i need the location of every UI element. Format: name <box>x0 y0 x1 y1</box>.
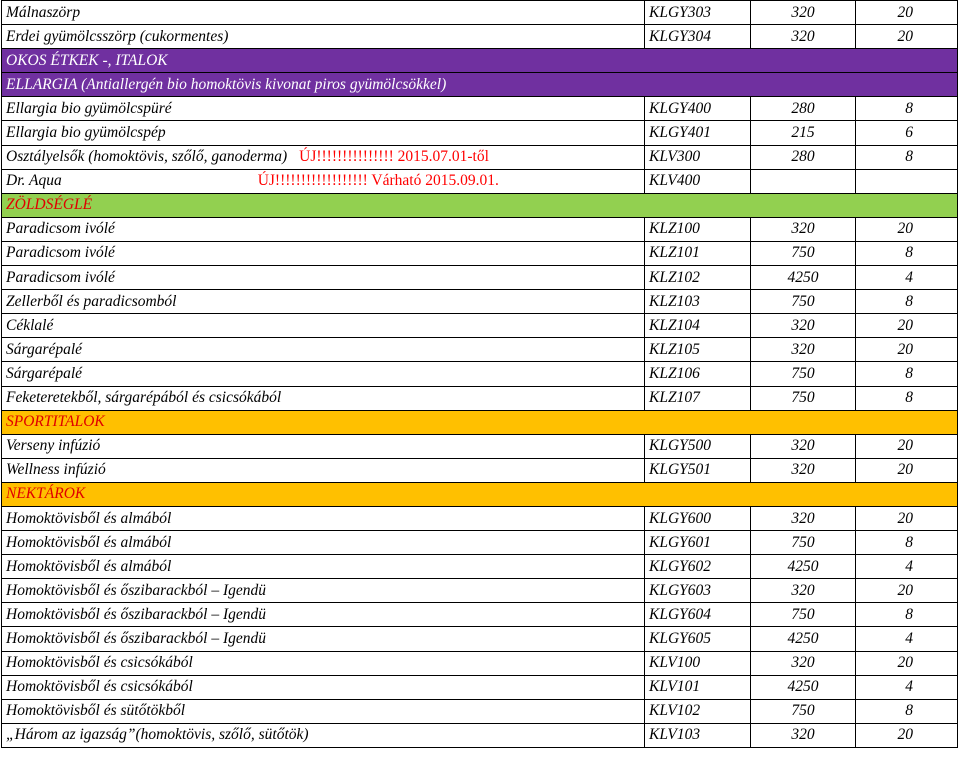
product-name: Zellerből és paradicsomból <box>2 290 645 314</box>
product-quantity: 280 <box>751 145 856 169</box>
product-name: Homoktövisből és sütőtökből <box>2 699 645 723</box>
table-row <box>2 675 958 699</box>
new-product-note: ÚJ!!!!!!!!!!!!!!! 2015.07.01-től <box>299 148 489 166</box>
product-code: KLGY604 <box>645 603 751 627</box>
product-name: Sárgarépalé <box>2 338 645 362</box>
table-row <box>2 506 958 530</box>
product-code: KLGY603 <box>645 579 751 603</box>
section-header-row <box>2 482 958 506</box>
product-name: Verseny infúzió <box>2 434 645 458</box>
table-row <box>2 699 958 723</box>
product-pack: 20 <box>856 651 958 675</box>
section-header: SPORTITALOK <box>2 410 958 434</box>
product-code: KLGY303 <box>645 1 751 25</box>
product-code: KLZ105 <box>645 338 751 362</box>
section-header: NEKTÁROK <box>2 482 958 506</box>
table-row <box>2 458 958 482</box>
table-row <box>2 627 958 651</box>
product-quantity: 750 <box>751 603 856 627</box>
price-list-body <box>2 1 958 748</box>
table-row <box>2 579 958 603</box>
product-code: KLV101 <box>645 675 751 699</box>
section-header: ELLARGIA (Antiallergén bio homoktövis kivonat piros gyümölcsökkel) <box>2 73 958 97</box>
table-row <box>2 290 958 314</box>
product-name: Ellargia bio gyümölcspüré <box>2 97 645 121</box>
product-quantity: 320 <box>751 314 856 338</box>
product-quantity: 320 <box>751 434 856 458</box>
product-quantity <box>751 169 856 193</box>
product-pack: 8 <box>856 241 958 265</box>
product-quantity: 320 <box>751 217 856 241</box>
product-quantity: 4250 <box>751 627 856 651</box>
table-row <box>2 266 958 290</box>
product-name: Paradicsom ivólé <box>2 217 645 241</box>
product-quantity: 750 <box>751 386 856 410</box>
product-quantity: 4250 <box>751 675 856 699</box>
product-name: Sárgarépalé <box>2 362 645 386</box>
product-name-cell <box>2 169 645 193</box>
product-name: Homoktövisből és almából <box>2 531 645 555</box>
product-pack: 20 <box>856 579 958 603</box>
product-code: KLZ107 <box>645 386 751 410</box>
product-name: Paradicsom ivólé <box>2 266 645 290</box>
product-code: KLV400 <box>645 169 751 193</box>
product-quantity: 215 <box>751 121 856 145</box>
product-pack: 8 <box>856 290 958 314</box>
table-row <box>2 145 958 169</box>
product-name: Homoktövisből és őszibarackból – Igendü <box>2 579 645 603</box>
product-pack: 8 <box>856 145 958 169</box>
table-row <box>2 434 958 458</box>
product-quantity: 320 <box>751 651 856 675</box>
product-pack: 8 <box>856 531 958 555</box>
product-code: KLZ104 <box>645 314 751 338</box>
product-pack: 20 <box>856 458 958 482</box>
product-quantity: 320 <box>751 458 856 482</box>
product-name: Homoktövisből és csicsókából <box>2 651 645 675</box>
product-name: Osztályelsők (homoktövis, szőlő, ganoderma) <box>6 148 288 166</box>
table-row <box>2 217 958 241</box>
product-pack: 20 <box>856 506 958 530</box>
section-header-row <box>2 49 958 73</box>
product-pack: 20 <box>856 338 958 362</box>
product-name: Dr. Aqua <box>6 172 62 190</box>
product-name: „Három az igazság”(homoktövis, szőlő, sütőtök) <box>2 723 645 747</box>
product-pack: 8 <box>856 97 958 121</box>
product-name: Homoktövisből és almából <box>2 506 645 530</box>
product-name: Feketeretekből, sárgarépából és csicsókából <box>2 386 645 410</box>
product-quantity: 320 <box>751 506 856 530</box>
table-row <box>2 531 958 555</box>
product-code: KLZ100 <box>645 217 751 241</box>
section-header: OKOS ÉTKEK -, ITALOK <box>2 49 958 73</box>
product-name: Ellargia bio gyümölcspép <box>2 121 645 145</box>
product-pack: 4 <box>856 266 958 290</box>
product-pack: 20 <box>856 723 958 747</box>
table-row <box>2 241 958 265</box>
product-name: Erdei gyümölcsszörp (cukormentes) <box>2 25 645 49</box>
product-code: KLGY500 <box>645 434 751 458</box>
section-header-row <box>2 410 958 434</box>
table-row <box>2 169 958 193</box>
table-row <box>2 338 958 362</box>
product-code: KLGY304 <box>645 25 751 49</box>
product-pack: 20 <box>856 217 958 241</box>
product-code: KLV300 <box>645 145 751 169</box>
product-quantity: 750 <box>751 290 856 314</box>
price-list-table <box>1 0 958 748</box>
product-code: KLGY605 <box>645 627 751 651</box>
table-row <box>2 603 958 627</box>
product-code: KLZ103 <box>645 290 751 314</box>
table-row <box>2 723 958 747</box>
product-name: Céklalé <box>2 314 645 338</box>
product-code: KLGY601 <box>645 531 751 555</box>
product-pack: 20 <box>856 434 958 458</box>
product-name: Homoktövisből és őszibarackból – Igendü <box>2 603 645 627</box>
product-name: Homoktövisből és csicsókából <box>2 675 645 699</box>
new-product-note: ÚJ!!!!!!!!!!!!!!!!!! Várható 2015.09.01. <box>257 172 499 190</box>
table-row <box>2 386 958 410</box>
product-code: KLZ102 <box>645 266 751 290</box>
product-code: KLV102 <box>645 699 751 723</box>
product-quantity: 750 <box>751 699 856 723</box>
product-pack: 4 <box>856 675 958 699</box>
product-quantity: 4250 <box>751 266 856 290</box>
product-code: KLV103 <box>645 723 751 747</box>
table-row <box>2 97 958 121</box>
product-quantity: 320 <box>751 338 856 362</box>
product-quantity: 280 <box>751 97 856 121</box>
table-row <box>2 1 958 25</box>
product-quantity: 750 <box>751 241 856 265</box>
section-header-row <box>2 193 958 217</box>
table-row <box>2 25 958 49</box>
product-quantity: 320 <box>751 25 856 49</box>
section-header-row <box>2 73 958 97</box>
product-code: KLGY602 <box>645 555 751 579</box>
product-quantity: 750 <box>751 362 856 386</box>
product-code: KLGY400 <box>645 97 751 121</box>
product-pack: 8 <box>856 362 958 386</box>
product-name: Paradicsom ivólé <box>2 241 645 265</box>
section-header: ZÖLDSÉGLÉ <box>2 193 958 217</box>
product-name: Wellness infúzió <box>2 458 645 482</box>
product-quantity: 4250 <box>751 555 856 579</box>
product-name-cell <box>2 145 645 169</box>
product-pack: 8 <box>856 386 958 410</box>
table-row <box>2 362 958 386</box>
table-row <box>2 314 958 338</box>
product-pack: 4 <box>856 555 958 579</box>
product-quantity: 320 <box>751 579 856 603</box>
product-quantity: 750 <box>751 531 856 555</box>
product-pack: 8 <box>856 603 958 627</box>
product-pack: 6 <box>856 121 958 145</box>
product-pack: 8 <box>856 699 958 723</box>
product-code: KLZ106 <box>645 362 751 386</box>
product-code: KLGY401 <box>645 121 751 145</box>
product-quantity: 320 <box>751 723 856 747</box>
product-code: KLZ101 <box>645 241 751 265</box>
product-pack: 20 <box>856 1 958 25</box>
table-row <box>2 651 958 675</box>
product-name: Homoktövisből és őszibarackból – Igendü <box>2 627 645 651</box>
table-row <box>2 555 958 579</box>
product-pack: 20 <box>856 25 958 49</box>
product-pack: 20 <box>856 314 958 338</box>
product-name: Málnaszörp <box>2 1 645 25</box>
product-quantity: 320 <box>751 1 856 25</box>
product-pack: 4 <box>856 627 958 651</box>
product-pack <box>856 169 958 193</box>
product-code: KLGY501 <box>645 458 751 482</box>
table-row <box>2 121 958 145</box>
product-name: Homoktövisből és almából <box>2 555 645 579</box>
product-code: KLV100 <box>645 651 751 675</box>
product-code: KLGY600 <box>645 506 751 530</box>
